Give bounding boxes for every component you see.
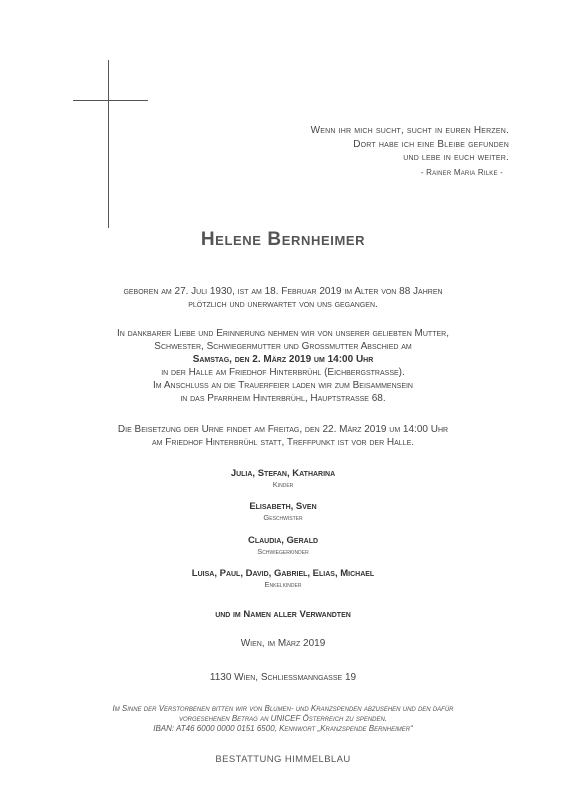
funeral-home: BESTATTUNG HIMMELBLAU — [215, 754, 351, 765]
text-line: Schwester, Schwiegermutter und Grossmutter Abschied am — [154, 341, 412, 352]
quote-line: Wenn ihr mich sucht, sucht in euren Herzen. — [310, 125, 509, 136]
ceremony-date: Samstag, den 2. März 2019 um 14:00 Uhr — [192, 354, 374, 365]
note-line: Im Sinne der Verstorbenen bitten wir von Blumen- und Kranzspenden abzusehen und den dafür — [112, 704, 454, 713]
note-line: vorgesehenen Betrag an UNICEF Österreich zu spenden. — [178, 714, 388, 723]
family-group — [0, 568, 566, 589]
note-line: IBAN: AT46 6000 0000 0151 6500, Kennwort „Kranzspende Bernheimer“ — [153, 724, 413, 733]
family-relation: Kinder — [272, 480, 294, 489]
quote-line: Dort habe ich eine Bleibe gefunden — [353, 138, 509, 150]
deceased-name: Helene Bernheimer — [200, 229, 366, 250]
family-names: Luisa, Paul, David, Gabriel, Elias, Michael — [191, 568, 375, 579]
family-relation: Schwiegerkinder — [257, 547, 309, 556]
text-line: in der Halle am Friedhof Hinterbrühl (Eichbergstrasse). — [161, 367, 405, 378]
text-line: Die Beisetzung der Urne findet am Freitag, den 22. März 2019 um 14:00 Uhr — [117, 424, 449, 435]
quote-line: und lebe in euch weiter. — [403, 152, 509, 163]
family-group — [0, 468, 566, 489]
family-relation: Enkelkinder — [264, 580, 302, 589]
family-names: Julia, Stefan, Katharina — [230, 468, 336, 479]
text-line: In dankbarer Liebe und Erinnerung nehmen wir von unserer geliebten Mutter, — [117, 328, 449, 339]
text-line: plötzlich und unerwartet von uns gegangen. — [188, 299, 378, 310]
text-line: geboren am 27. Juli 1930, ist am 18. Februar 2019 im Alter von 88 Jahren — [123, 286, 443, 297]
quote-author: - Rainer Maria Rilke - — [420, 167, 503, 177]
place-date: Wien, im März 2019 — [240, 638, 326, 649]
birth-death-paragraph — [0, 285, 566, 311]
urn-burial-paragraph — [0, 423, 566, 449]
text-line: Im Anschluss an die Trauerfeier laden wir zum Beisammensein — [153, 380, 413, 391]
cross-vertical-bar — [108, 60, 109, 228]
relatives-line: und im Namen aller Verwandten — [215, 609, 351, 620]
farewell-paragraph — [0, 327, 566, 405]
text-line: in das Pfarrheim Hinterbrühl, Hauptstrasse 68. — [180, 393, 386, 404]
text-line: am Friedhof Hinterbrühl statt, Treffpunkt ist vor der Halle. — [151, 437, 415, 448]
contact-address: 1130 Wien, Schliessmanngasse 19 — [209, 672, 357, 683]
family-names: Claudia, Gerald — [247, 535, 319, 546]
cross-horizontal-bar — [73, 100, 148, 101]
donation-note — [0, 704, 566, 734]
family-group — [0, 535, 566, 556]
family-relation: Geschwister — [263, 513, 303, 522]
family-names: Elisabeth, Sven — [249, 501, 317, 512]
family-group — [0, 501, 566, 522]
rilke-quote — [311, 124, 509, 179]
